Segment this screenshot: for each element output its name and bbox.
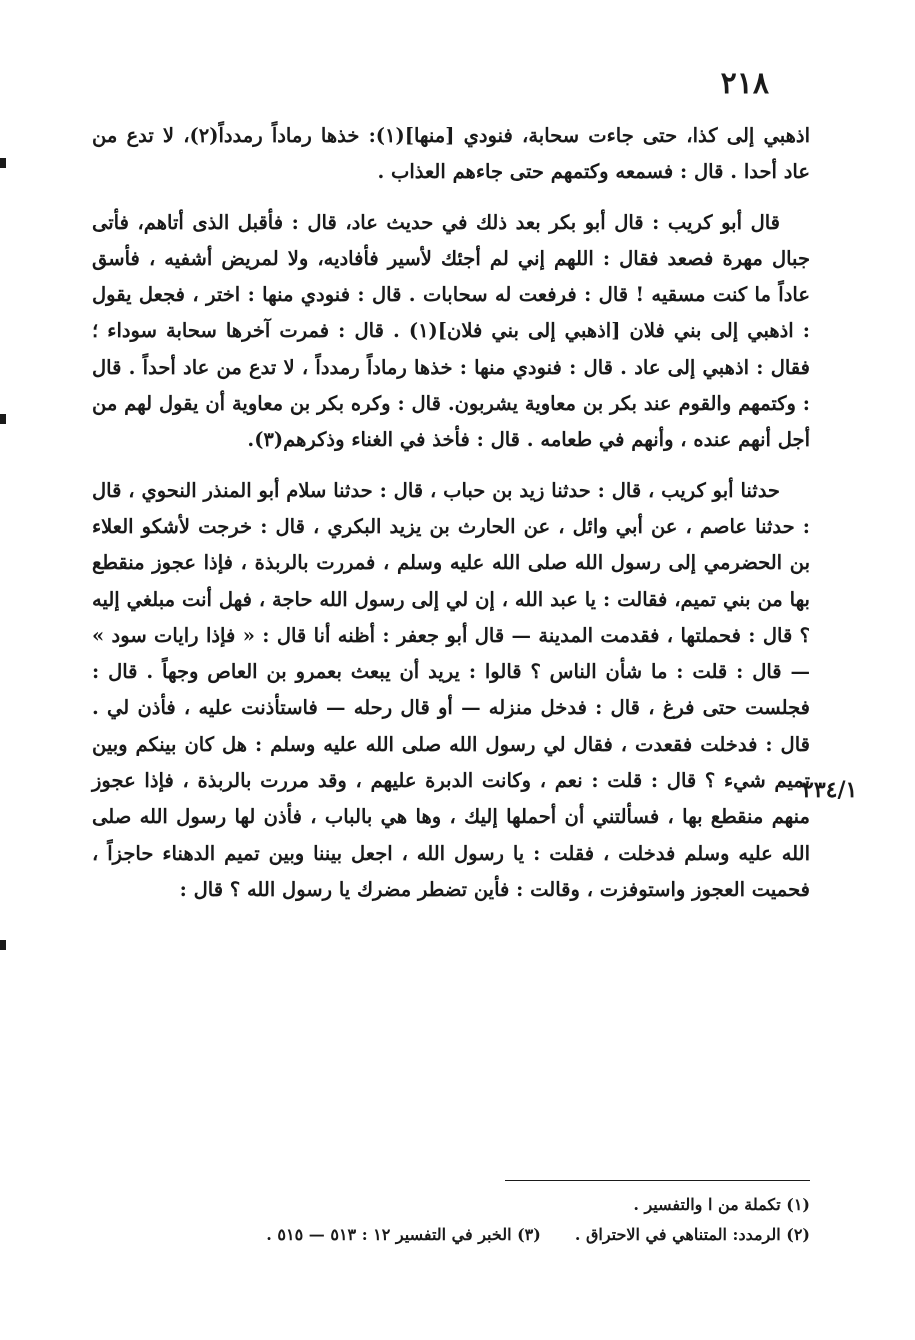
margin-reference: ٢٣٤/١ [802, 777, 858, 803]
footnotes [266, 1190, 810, 1250]
footnote-2: (٢) الرمدد: المتناهي في الاحتراق . [574, 1225, 810, 1244]
main-text [92, 118, 810, 908]
paragraph-1: اذهبي إلى كذا، حتى جاءت سحابة، فنودي [منها](١): خذها رماداً رمدداً(٢)، لا تدع من عاد أحدا . قال : فسمعه وكتمهم حتى جاءهم العذاب . [92, 124, 810, 184]
footnote-3: (٣) الخبر في التفسير ١٢ : ٥١٣ — ٥١٥ . [266, 1225, 541, 1244]
paragraph-3: حدثنا أبو كريب ، قال : حدثنا زيد بن حباب ، قال : حدثنا سلام أبو المنذر النحوي ، قال : حدثنا عاصم ، عن أبي وائل ، عن الحارث بن يزيد البكري ، قال : خرجت لأشكو العلاء بن الحضرمي إلى رسول الله صلى الله عليه وسلم ، فمررت بالربذة ، فإذا عجوز منقطع بها من بني تميم، فقالت : يا عبد الله ، إن لي إلى رسول الله حاجة ، فهل أنت مبلغي إليه ؟ قال : فحملتها ، فقدمت المدينة — قال أبو جعفر : أظنه أنا قال : « فإذا رايات سود » — قال : قلت : ما شأن الناس ؟ قالوا : يريد أن يبعث بعمرو بن العاص وجهاً . قال : فجلست حتى فرغ ، قال : فدخل منزله — أو قال رحله — فاستأذنت عليه ، فأذن لي . قال : فدخلت فقعدت ، فقال لي رسول الله صلى الله عليه وسلم : هل كان بينكم وبين تميم شيء ؟ قال : قلت : نعم ، وكانت الدبرة عليهم ، وقد مررت بالربذة ، فإذا عجوز منهم منقطع بها ، فسألتني أن أحملها إليك ، وها هي بالباب ، فأذن لها رسول الله صلى الله عليه وسلم فدخلت ، فقلت : يا رسول الله ، اجعل بيننا وبين تميم الدهناء حاجزاً ، فحميت العجوز واستوفزت ، وقالت : فأين تضطر مضرك يا رسول الله ؟ قال : [92, 478, 810, 901]
scan-edge-mark [0, 158, 6, 168]
footnote-1: (١) تكملة من ا والتفسير . [633, 1195, 810, 1214]
scan-edge-mark [0, 414, 6, 424]
footnote-divider [505, 1180, 810, 1181]
scan-edge-mark [0, 940, 6, 950]
footnote-row-2 [266, 1220, 810, 1250]
paragraph-2: قال أبو كريب : قال أبو بكر بعد ذلك في حديث عاد، قال : فأقبل الذى أتاهم، فأتى جبال مهرة فصعد فقال : اللهم إني لم أجئك لأسير فأفاديه، ولا لمريض أشفيه ، فأسق عاداً ما كنت مسقيه ! قال : فرفعت له سحابات . قال : فنودي منها : اختر ، فجعل يقول : اذهبي إلى بني فلان [اذهبي إلى بني فلان](١) . قال : فمرت آخرها سحابة سوداء ؛ فقال : اذهبي إلى عاد . قال : فنودي منها : خذها رماداً رمدداً ، لا تدع من عاد أحداً . قال : وكتمهم والقوم عند بكر بن معاوية يشربون. قال : وكره بكر بن معاوية أن يقول لهم من أجل أنهم عنده ، وأنهم في طعامه . قال : فأخذ في الغناء وذكرهم(٣). [92, 210, 810, 452]
footnote-row-1 [266, 1190, 810, 1220]
page-number: ٢١٨ [720, 66, 769, 101]
